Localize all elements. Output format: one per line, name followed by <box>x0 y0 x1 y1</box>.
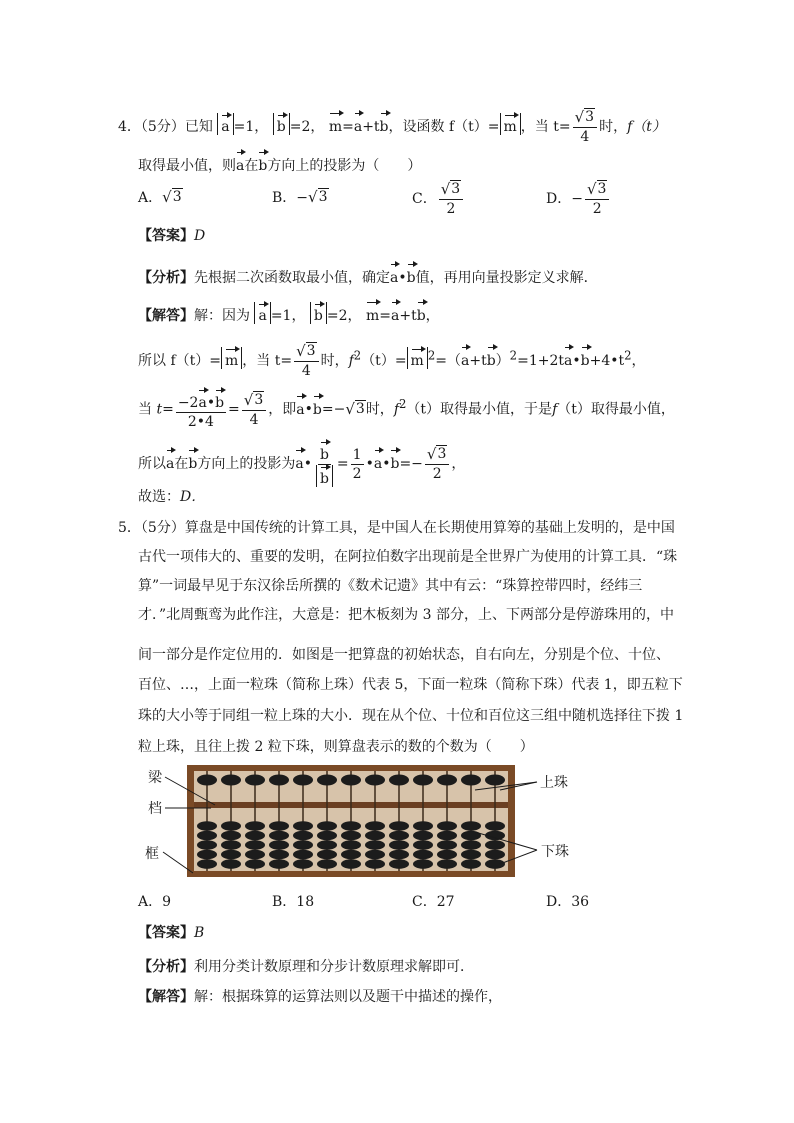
q4-solution-line4 <box>138 440 465 488</box>
lower-bead <box>221 859 241 869</box>
option-label: A． <box>138 190 163 206</box>
solution-text: = <box>336 456 349 472</box>
answer-value: D <box>194 228 206 244</box>
solution-text: ， <box>631 353 646 369</box>
q5-option-c[interactable] <box>412 892 455 912</box>
t: t= <box>156 401 174 418</box>
lower-bead <box>269 821 289 831</box>
lower-bead <box>461 821 481 831</box>
solution-text: = <box>228 401 240 418</box>
denominator: 4 <box>301 363 311 379</box>
lower-bead <box>197 840 217 850</box>
lower-bead <box>269 850 289 860</box>
lower-bead <box>461 850 481 860</box>
abacus-diagram <box>145 760 585 880</box>
f: f <box>552 401 558 418</box>
analysis-text: 利用分类计数原理和分步计数原理求解即可． <box>194 959 474 975</box>
lower-bead <box>245 840 265 850</box>
denominator: 2 <box>592 201 602 217</box>
solution-text: （t）取得最小值，于是 <box>406 401 553 418</box>
choose-answer: D． <box>180 489 206 505</box>
q5-line-3: 才．”北周甄鸾为此作注，大意是：把木板刻为 3 部分，上、下两部分是停游珠用的，中 <box>138 607 674 623</box>
upper-bead <box>221 775 241 786</box>
lower-bead <box>269 859 289 869</box>
solution-text: +t <box>469 353 487 369</box>
q4-solution-line2 <box>138 342 646 380</box>
analysis-text: 先根据二次函数取最小值，确定 <box>194 270 390 286</box>
option-value: 3 <box>172 189 182 205</box>
lower-bead <box>317 831 337 841</box>
solution-text: 所以 f（t）= <box>138 353 221 369</box>
vec-b: b <box>380 111 389 137</box>
lower-bead <box>341 831 361 841</box>
q5-option-a[interactable] <box>138 892 171 912</box>
q4-solution-line3: 当 t= $\frac{-2a•b}{2•4}$ = √ 3 4 ，即a•b=− √ 3 时，$f^2(t)$取得最小值，于是f（t）取得最小值， <box>138 388 675 431</box>
option-value: 36 <box>571 894 590 910</box>
lower-bead <box>413 821 433 831</box>
sup: 2 <box>624 348 632 363</box>
lower-bead <box>413 859 433 869</box>
denominator: 2•4 <box>187 414 214 430</box>
denominator: 2 <box>352 465 362 482</box>
solution-text: =1， <box>270 308 306 324</box>
solution-text: 所以 <box>138 456 166 472</box>
q5-line-2: 算”一词最早见于东汉徐岳所撰的《数术记遗》其中有云：“珠算控带四时，经纬三 <box>138 578 643 594</box>
solution-text: +t <box>399 308 417 324</box>
q4-option-b[interactable]: B．− √ 3 <box>272 188 328 206</box>
paren: ） <box>495 353 510 369</box>
q4-score: （5分） <box>140 119 185 135</box>
lower-bead <box>413 831 433 841</box>
abs-m <box>221 347 242 369</box>
solution-text: （t）= <box>361 353 407 369</box>
lower-bead <box>461 831 481 841</box>
dot: • <box>398 270 407 286</box>
vec-a: a <box>296 394 304 420</box>
lower-bead <box>365 821 385 831</box>
radicand: 3 <box>585 109 595 125</box>
solution-text: = <box>379 308 391 324</box>
lower-bead <box>221 840 241 850</box>
lower-bead <box>341 840 361 850</box>
fraction-ab-over-8 <box>176 388 226 431</box>
lower-bead <box>293 859 313 869</box>
q5-line-0 <box>118 518 675 538</box>
solution-text: = <box>435 353 447 369</box>
lower-bead <box>389 831 409 841</box>
vec-a: a <box>391 300 399 326</box>
vec-b: b <box>258 150 267 176</box>
label-kuang: 框 <box>145 846 159 862</box>
lower-bead <box>197 859 217 869</box>
lower-bead <box>197 850 217 860</box>
q4-option-a[interactable]: A． √ 3 <box>138 188 182 206</box>
q4-answer <box>138 226 205 246</box>
lower-bead <box>221 821 241 831</box>
sup: 2 <box>509 348 518 363</box>
f: f <box>393 401 399 418</box>
abs-m <box>500 113 521 135</box>
dot: • <box>382 456 391 472</box>
solution-tag: 【解答】 <box>138 308 194 324</box>
option-label: B． <box>272 894 297 910</box>
radicand: 3 <box>355 400 365 417</box>
solution-text: 时， <box>320 353 349 369</box>
q4-stem-line2 <box>138 150 421 176</box>
lower-bead <box>365 859 385 869</box>
vec-a: a <box>461 345 469 371</box>
solution-text: 方向上的投影为 <box>197 456 296 472</box>
q5-option-d[interactable] <box>546 892 589 912</box>
option-label: C． <box>412 191 437 207</box>
sup: 2 <box>427 348 436 363</box>
choose-text: 故选： <box>138 489 180 505</box>
dot: • <box>206 395 216 411</box>
vec-a: a <box>295 448 303 474</box>
q5-solution <box>138 987 502 1007</box>
fraction-one-half <box>351 446 364 483</box>
lower-bead <box>365 831 385 841</box>
solution-text: （t）取得最小值， <box>557 401 675 418</box>
option-label: C． <box>412 894 437 910</box>
option-label: B． <box>272 190 297 206</box>
q5-line-7: 粒上珠，且往上拨 2 粒下珠，则算盘表示的数的个数为（ ） <box>138 739 534 755</box>
lower-bead <box>341 821 361 831</box>
answer-tag: 【答案】 <box>138 228 194 244</box>
upper-bead <box>413 775 433 786</box>
q4-choose <box>138 487 205 507</box>
solution-text: ，即 <box>268 401 297 418</box>
lower-bead <box>317 859 337 869</box>
upper-bead <box>245 775 265 786</box>
analysis-tag: 【分析】 <box>138 959 194 975</box>
option-value: 18 <box>296 894 315 910</box>
q5-text: （5分）算盘是中国传统的计算工具，是中国人在长期使用算筹的基础上发明的，是中国 <box>140 520 675 536</box>
vec-a: a <box>236 150 244 176</box>
f: f <box>348 353 354 369</box>
lower-bead <box>341 850 361 860</box>
vec-b: b <box>417 300 426 326</box>
denominator: 2 <box>446 201 456 217</box>
lower-bead <box>269 840 289 850</box>
vec-a: a <box>390 262 398 288</box>
solution-text: +4•t <box>589 353 625 369</box>
vec-b: b <box>407 262 416 288</box>
solution-tag: 【解答】 <box>138 989 194 1005</box>
lower-bead <box>437 831 457 841</box>
solution-text: ，当 t= <box>242 353 293 369</box>
label-liang: 梁 <box>148 770 162 786</box>
q5-line-1: 古代一项伟大的、重要的发明，在阿拉伯数字出现前是全世界广为使用的计算工具．“珠 <box>138 549 678 565</box>
option-value: 3 <box>597 181 607 197</box>
lower-bead <box>437 850 457 860</box>
vec-b: b <box>390 448 399 474</box>
vec-a: a <box>564 345 572 371</box>
option-label: D． <box>546 191 572 207</box>
lower-bead <box>389 859 409 869</box>
q4-text: 已知 <box>184 119 213 135</box>
vec-m: m <box>366 300 379 326</box>
lower-bead <box>437 840 457 850</box>
upper-bead <box>389 775 409 786</box>
vec-b: b <box>314 302 323 324</box>
vec-m: m <box>329 111 342 137</box>
q5-line-6: 珠的大小等于同组一粒上珠的大小．现在从个位、十位和百位这三组中随机选择往下拨 1 <box>138 708 684 724</box>
analysis-text: 值，再用向量投影定义求解． <box>415 270 598 286</box>
lower-bead <box>197 821 217 831</box>
q4-number: 4． <box>118 119 141 135</box>
solution-text: 时， <box>365 401 394 418</box>
abs-b <box>310 302 327 324</box>
solution-text: 当 <box>138 401 157 418</box>
vec-b: b <box>188 448 197 474</box>
lower-bead <box>197 831 217 841</box>
upper-bead <box>293 775 313 786</box>
lower-bead <box>245 850 265 860</box>
q4-text: 时， <box>599 119 628 135</box>
solution-text: ， <box>451 456 466 472</box>
sup: 2 <box>353 348 362 363</box>
upper-bead <box>365 775 385 786</box>
upper-bead <box>269 775 289 786</box>
vec-b: b <box>313 394 322 420</box>
lower-bead <box>293 850 313 860</box>
q4-text: 设函数 f（t）= <box>402 119 500 135</box>
fraction-sqrt3-over-4: √ 3 4 <box>573 108 597 146</box>
solution-text: 解：因为 <box>194 308 250 324</box>
lower-bead <box>461 859 481 869</box>
lower-bead <box>245 821 265 831</box>
vec-a: a <box>374 448 382 474</box>
lower-bead <box>461 840 481 850</box>
radicand: 3 <box>306 343 316 359</box>
abs-a <box>217 113 233 135</box>
vec-a: a <box>221 113 229 135</box>
q4-text: +t <box>362 119 380 135</box>
dot: • <box>365 456 374 472</box>
option-value: 9 <box>162 894 172 910</box>
lower-bead <box>317 840 337 850</box>
q4-ft: f（t） <box>627 119 666 135</box>
q5-analysis <box>138 957 474 977</box>
solution-text: =− <box>321 401 346 418</box>
dot: • <box>304 401 313 418</box>
q4-option-d[interactable]: D．− √ 3 2 <box>546 180 611 218</box>
answer-value: B <box>194 925 205 941</box>
lower-bead <box>245 859 265 869</box>
vec-b: b <box>581 345 590 371</box>
lower-bead <box>485 859 505 869</box>
vec-b: b <box>320 465 329 487</box>
solution-text: =− <box>399 456 423 472</box>
denominator: 4 <box>580 129 590 145</box>
dot: • <box>572 353 581 369</box>
lower-bead <box>437 821 457 831</box>
vec-b: b <box>277 113 286 135</box>
vec-b: b <box>487 345 496 371</box>
q4-text: 在 <box>244 158 259 174</box>
upper-bead <box>485 775 505 786</box>
q4-text: 方向上的投影为（ ） <box>267 158 422 174</box>
upper-bead <box>461 775 481 786</box>
q4-text: ， <box>388 119 403 135</box>
q4-text: ，当 t= <box>520 119 571 135</box>
solution-text: 在 <box>174 456 189 472</box>
lower-bead <box>293 831 313 841</box>
lower-bead <box>293 821 313 831</box>
solution-text: 解：根据珠算的运算法则以及题干中描述的操作， <box>194 989 502 1005</box>
option-label: A． <box>138 894 163 910</box>
vec-b: b <box>215 388 224 412</box>
fraction-b-over-absb <box>314 440 335 488</box>
fraction-sqrt3-over-4: √ 3 4 <box>294 342 318 380</box>
upper-bead <box>197 775 217 786</box>
lower-bead <box>317 821 337 831</box>
q4-analysis <box>138 262 598 288</box>
numerator: 1 <box>352 446 362 463</box>
q5-answer <box>138 923 204 943</box>
abs-a <box>254 302 270 324</box>
q5-line-5: 百位、…，上面一粒珠（简称上珠）代表 5，下面一粒珠（简称下珠）代表 1，即五粒下 <box>138 677 683 693</box>
lower-bead <box>485 840 505 850</box>
q4-stem-line1 <box>118 108 666 146</box>
lower-bead <box>389 821 409 831</box>
vec-a: a <box>258 302 266 324</box>
vec-b: b <box>320 440 329 464</box>
solution-text: =1+2t <box>517 353 564 369</box>
lower-bead <box>365 840 385 850</box>
lower-bead <box>389 850 409 860</box>
lower-bead <box>413 840 433 850</box>
answer-tag: 【答案】 <box>138 925 194 941</box>
lower-bead <box>293 840 313 850</box>
lower-bead <box>365 850 385 860</box>
q5-number: 5． <box>118 520 141 536</box>
lower-bead <box>413 850 433 860</box>
denominator: 2 <box>432 466 442 482</box>
denominator: 4 <box>249 411 259 428</box>
label-shangzhu: 上珠 <box>540 775 568 791</box>
label-dang: 档 <box>148 801 162 817</box>
solution-text: =2， <box>326 308 362 324</box>
option-label: D． <box>546 894 572 910</box>
q5-option-b[interactable] <box>272 892 314 912</box>
vec-m: m <box>411 347 424 369</box>
abs-m <box>407 347 428 369</box>
analysis-tag: 【分析】 <box>138 270 194 286</box>
radicand: 3 <box>437 446 447 462</box>
lower-bead <box>245 831 265 841</box>
vec-m: m <box>504 113 517 135</box>
fraction-sqrt3-over-4: √ 3 4 <box>242 391 266 429</box>
q4-option-c[interactable]: C． √ 3 2 <box>412 180 465 218</box>
lower-bead <box>437 859 457 869</box>
dot: • <box>303 456 312 472</box>
lower-bead <box>221 831 241 841</box>
vec-a: a <box>198 388 206 412</box>
sup: 2 <box>399 396 407 411</box>
q4-text: = <box>342 119 354 135</box>
label-xiazhu: 下珠 <box>541 844 569 860</box>
radicand: 3 <box>254 391 264 408</box>
q4-text: 取得最小值，则 <box>138 158 236 174</box>
numerator: −2 <box>177 395 199 411</box>
option-value: 27 <box>436 894 455 910</box>
fraction-sqrt3-over-2: √ 3 2 <box>425 445 449 483</box>
upper-bead <box>437 775 457 786</box>
lower-bead <box>221 850 241 860</box>
option-sign: − <box>296 190 309 206</box>
lower-bead <box>341 859 361 869</box>
lower-bead <box>485 821 505 831</box>
abs-b <box>273 113 290 135</box>
upper-bead <box>317 775 337 786</box>
lower-bead <box>389 840 409 850</box>
option-sign: − <box>571 191 583 207</box>
vec-m: m <box>225 347 238 369</box>
lower-bead <box>269 831 289 841</box>
lower-bead <box>485 850 505 860</box>
option-value: 3 <box>318 189 328 205</box>
q4-text: =2， <box>289 119 325 135</box>
vec-a: a <box>166 448 174 474</box>
q5-line-4: 间一部分是作定位用的．如图是一把算盘的初始状态，自右向左，分别是个位、十位、 <box>138 647 670 663</box>
option-value: 3 <box>451 181 461 197</box>
solution-text: ， <box>425 308 440 324</box>
upper-bead <box>341 775 361 786</box>
paren: （ <box>446 353 461 369</box>
q4-text: =1， <box>233 119 269 135</box>
vec-a: a <box>354 111 362 137</box>
q4-solution-line1 <box>138 300 440 326</box>
lower-bead <box>317 850 337 860</box>
